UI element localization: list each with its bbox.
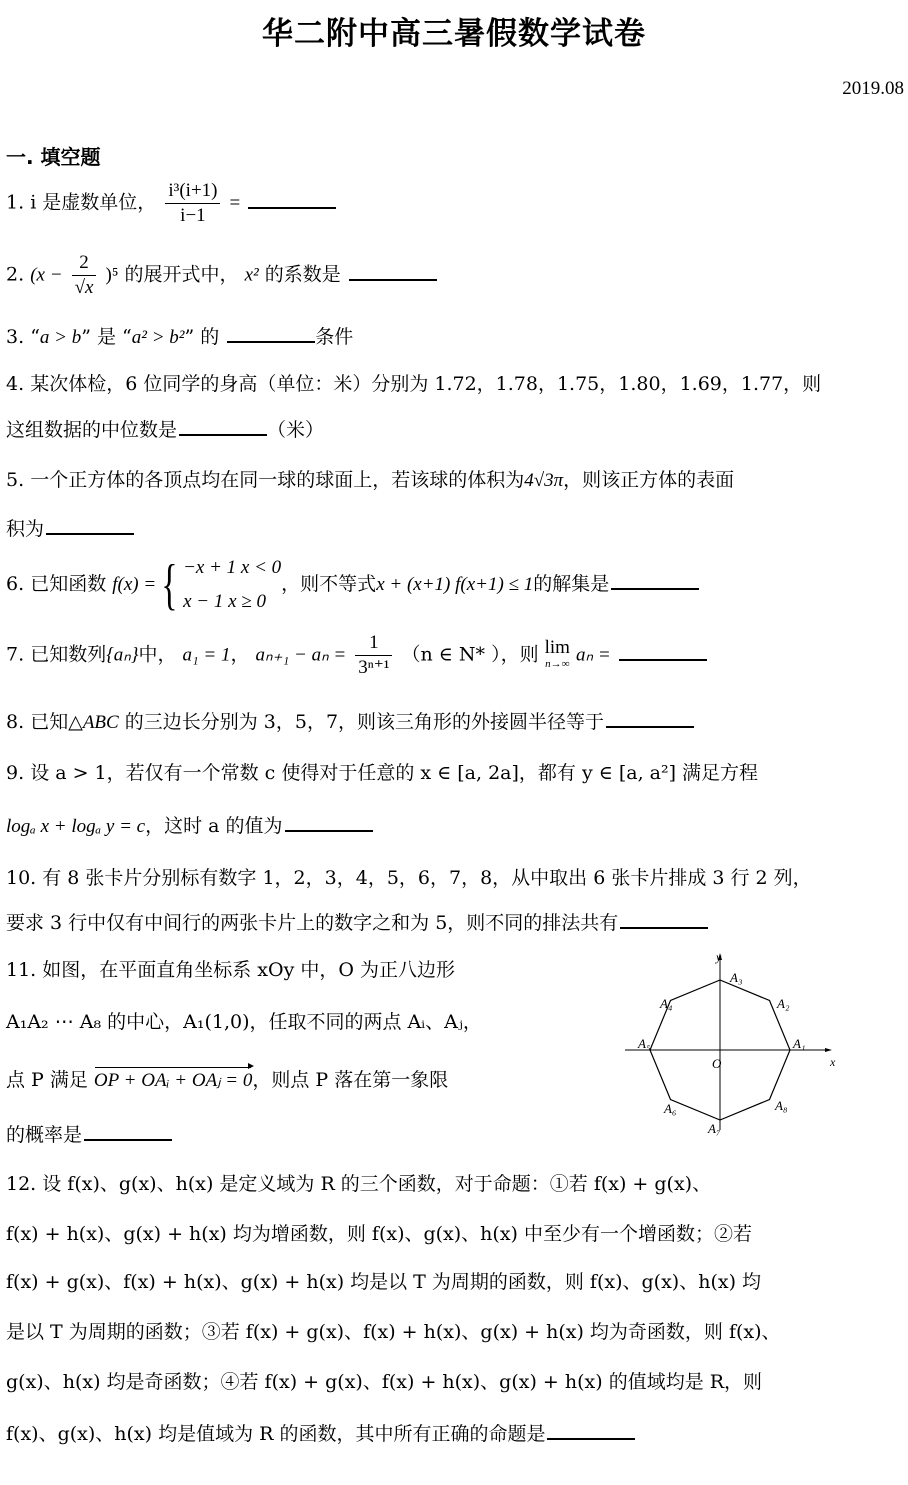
section-heading: 一. 填空题 [6,145,101,169]
question-5-line-2 [6,515,134,541]
question-4-line-2 [6,416,324,442]
question-text: f(x) + h(x)、g(x) + h(x) 均为增函数，则 f(x)、g(x)、h(x) 中至少有一个增函数；②若 [6,1223,753,1245]
question-number: 11. [6,959,37,981]
question-number: 7. [6,643,25,666]
answer-blank[interactable] [611,570,699,590]
question-text: 的概率是 [6,1124,83,1146]
answer-blank[interactable] [46,515,134,535]
question-1 [6,180,336,227]
y-axis-label: y [716,950,722,964]
vertex-label: A₂ [777,996,790,1011]
question-number: 4. [6,373,25,395]
question-10 [6,866,812,890]
vertex-label: A₈ [775,1098,788,1113]
numerator: i³(i+1) [165,180,220,204]
question-text: 设 f(x)、g(x)、h(x) 是定义域为 R 的三个函数，对于命题：①若 f(x) + g(x)、 [42,1173,712,1195]
page-title: 华二附中高三暑假数学试卷 [262,16,646,52]
vertex-label: A₃ [730,970,743,985]
question-11-line-4 [6,1121,172,1147]
question-number: 2. [6,263,25,286]
question-11 [6,958,455,982]
question-text: ，则点 P 落在第一象限 [252,1069,449,1091]
question-text: 条件 [315,326,354,348]
quote: “ [30,326,40,348]
denominator: i−1 [180,205,206,226]
denominator: √x [74,277,94,298]
question-9 [6,761,758,785]
function-name: f(x) = [112,574,157,595]
brace-icon: { [161,554,178,616]
expression-part: )⁵ [105,264,119,286]
question-text: 这组数据的中位数是 [6,419,178,441]
unit-text: （米） [267,419,325,441]
equals-sign: = [229,192,241,214]
question-text: 某次体检，6 位同学的身高（单位：米）分别为 1.72，1.78，1.75，1.80，1.69，1.77，则 [30,373,822,395]
question-text: 的系数是 [264,263,341,286]
limit [544,636,570,672]
expression-part: (x − [30,264,63,286]
quote: ” 是 “ [81,326,132,348]
question-9-line-2 [6,812,373,839]
vertex-label: A₆ [664,1101,677,1116]
answer-blank[interactable] [179,416,267,436]
question-number: 9. [6,762,25,784]
octagon-figure [620,950,840,1140]
fraction [165,180,220,227]
question-10-line-2 [6,909,708,935]
question-text: 的展开式中， [124,263,239,286]
answer-blank[interactable] [285,812,373,832]
question-text: 的三边长分别为 3，5，7，则该三角形的外接圆半径等于 [124,711,605,733]
question-3 [6,323,353,350]
question-text: f(x)、g(x)、h(x) 均是值域为 R 的函数，其中所有正确的命题是 [6,1423,546,1445]
question-5 [6,468,734,493]
question-number: 8. [6,711,25,733]
vertex-label: A₇ [708,1121,721,1136]
question-text: 一个正方体的各顶点均在同一球的球面上，若该球的体积为 [30,469,525,491]
question-text: 点 P 满足 [6,1069,88,1091]
condition: a² > b² [131,327,185,348]
origin-label: O [712,1056,722,1071]
log-equation: logₐ x + logₐ y = c [6,816,146,837]
question-12 [6,1172,711,1196]
question-7 [6,632,707,679]
question-text: 的解集是 [533,573,610,595]
question-text: ，这时 a 的值为 [145,815,283,837]
answer-blank[interactable] [227,323,315,343]
question-11-line-2 [6,1010,482,1034]
question-text: 已知数列 [30,643,107,666]
question-number: 6. [6,573,25,595]
x-axis-arrow-icon [825,1048,832,1052]
condition: a > b [39,327,82,348]
question-12-line-5 [6,1370,762,1394]
vertex-label: A₁ [793,1036,806,1051]
question-text: 有 8 张卡片分别标有数字 1，2，3，4，5，6，7，8，从中取出 6 张卡片排成 3 行 2 列， [42,867,812,889]
denominator: 3ⁿ⁺¹ [358,657,390,678]
question-4 [6,372,821,396]
answer-blank[interactable] [84,1121,172,1141]
exam-date: 2019.08 [842,78,904,99]
question-12-line-3 [6,1270,761,1294]
limit-subscript: n→∞ [545,657,570,670]
question-12-line-6 [6,1420,635,1446]
answer-blank[interactable] [606,708,694,728]
volume-expression: 4√3π [524,470,564,491]
case-2: x − 1 x ≥ 0 [183,591,266,612]
fraction [72,252,97,299]
vector-equation: OP + OAᵢ + OAⱼ = 0 [93,1070,253,1091]
question-text: i 是虚数单位， [30,191,157,214]
quote: ” 的 [184,326,220,348]
question-text: 中， [138,643,177,666]
question-text: 是以 T 为周期的函数；③若 f(x) + g(x)、f(x) + h(x)、g(x) + h(x) 均为奇函数，则 f(x)、 [6,1321,781,1343]
answer-blank[interactable] [547,1420,635,1440]
question-2 [6,252,437,299]
numerator: 1 [355,632,392,656]
question-text: ，则该正方体的表面 [563,469,735,491]
question-12-line-2 [6,1222,752,1246]
question-text: 要求 3 行中仅有中间行的两张卡片上的数字之和为 5，则不同的排法共有 [6,912,619,934]
question-text: 如图，在平面直角坐标系 xOy 中，O 为正八边形 [42,959,455,981]
fraction [355,632,392,679]
vertex-label: A₅ [638,1036,651,1051]
x-axis-label: x [830,1055,836,1069]
question-text: 设 a > 1，若仅有一个常数 c 使得对于任意的 x ∈ [a, 2a]，都有 y ∈ [a, a²] 满足方程 [30,762,759,784]
question-number: 1. [6,191,25,214]
inequality: x + (x+1) f(x+1) ≤ 1 [376,574,534,595]
question-8 [6,708,694,735]
term: x² [244,264,259,286]
case-1: −x + 1 x < 0 [183,557,282,578]
question-11-line-3 [6,1068,448,1093]
answer-blank[interactable] [620,909,708,929]
question-text: A₁A₂ ⋯ A₈ 的中心，A₁(1,0)，任取不同的两点 Aᵢ、Aⱼ， [6,1011,482,1033]
condition-text: （n ∈ N* ），则 [401,643,539,666]
answer-blank[interactable] [619,641,707,661]
initial-term: a₁ = 1 [182,644,231,666]
question-text: 积为 [6,518,45,540]
answer-blank[interactable] [248,189,336,209]
question-number: 10. [6,867,37,889]
recurrence: aₙ₊₁ − aₙ = [255,644,347,666]
sequence: {aₙ} [106,644,139,666]
question-text: f(x) + g(x)、f(x) + h(x)、g(x) + h(x) 均是以 T 为周期的函数，则 f(x)、g(x)、h(x) 均 [6,1271,762,1293]
question-number: 12. [6,1173,37,1195]
limit-term: aₙ = [576,644,611,666]
piecewise-cases [183,551,281,619]
question-text: g(x)、h(x) 均是奇函数；④若 f(x) + g(x)、f(x) + h(x)、g(x) + h(x) 的值域均是 R，则 [6,1371,763,1393]
limit-word: lim [544,636,570,658]
vertex-label: A₄ [660,996,673,1011]
question-text: 已知△ [30,711,83,733]
question-text: 已知函数 [30,573,107,595]
question-number: 3. [6,326,25,348]
question-text: ，则不等式 [281,573,377,595]
question-number: 5. [6,469,25,491]
question-6 [6,551,699,619]
answer-blank[interactable] [349,261,437,281]
question-12-line-4 [6,1320,781,1344]
numerator: 2 [72,252,97,276]
triangle-name: ABC [82,712,119,733]
separator: ， [230,643,250,666]
